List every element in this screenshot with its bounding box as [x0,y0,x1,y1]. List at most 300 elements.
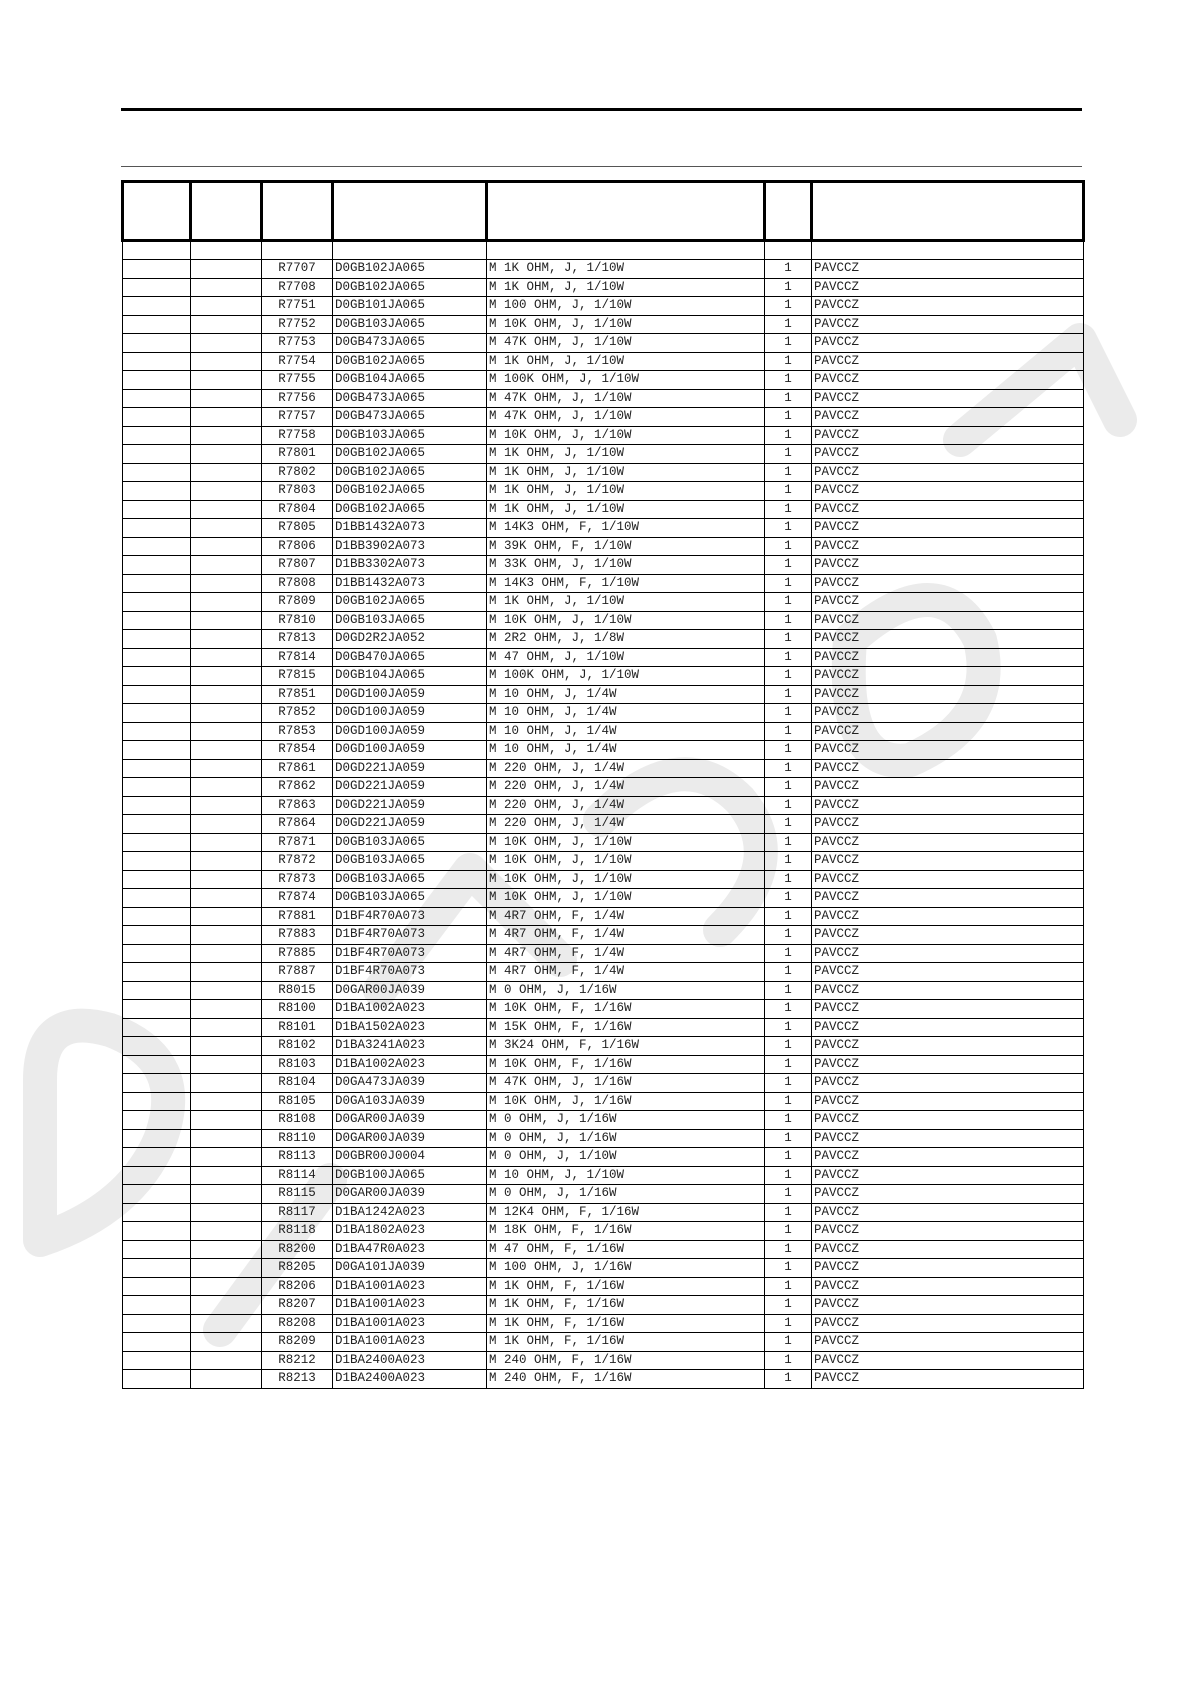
remarks-cell: PAVCCZ [812,334,1084,353]
part-no-cell: D1BA1002A023 [333,1000,487,1019]
ref-no-cell: R7887 [262,963,333,982]
description-cell: M 12K4 OHM, F, 1/16W [487,1203,765,1222]
table-row [123,889,1084,908]
ref-no-cell: R8212 [262,1351,333,1370]
empty-cell [191,482,262,501]
empty-cell [123,500,191,519]
quantity-cell: 1 [765,704,812,723]
empty-cell [191,1018,262,1037]
parts-table-body [123,182,1084,1389]
table-row [123,389,1084,408]
remarks-cell: PAVCCZ [812,1370,1084,1389]
empty-cell [191,1296,262,1315]
remarks-cell: PAVCCZ [812,926,1084,945]
empty-cell [191,278,262,297]
description-cell: M 14K3 OHM, F, 1/10W [487,574,765,593]
part-no-cell: D0GB473JA065 [333,408,487,427]
part-no-cell: D0GAR00JA039 [333,1129,487,1148]
empty-cell [191,722,262,741]
remarks-cell: PAVCCZ [812,1296,1084,1315]
table-row [123,1092,1084,1111]
empty-cell [123,630,191,649]
empty-cell [191,833,262,852]
ref-no-cell: R8108 [262,1111,333,1130]
table-row [123,408,1084,427]
table-row [123,907,1084,926]
empty-cell [123,1333,191,1352]
remarks-cell: PAVCCZ [812,1333,1084,1352]
ref-no-cell: R7802 [262,463,333,482]
quantity-cell: 1 [765,334,812,353]
empty-cell [123,889,191,908]
remarks-cell: PAVCCZ [812,1111,1084,1130]
part-no-cell: D0GB104JA065 [333,667,487,686]
quantity-cell: 1 [765,593,812,612]
empty-cell [123,704,191,723]
remarks-cell: PAVCCZ [812,833,1084,852]
ref-no-cell: R7863 [262,796,333,815]
empty-cell [191,1148,262,1167]
empty-cell [123,963,191,982]
empty-cell [191,352,262,371]
ref-no-cell: R8118 [262,1222,333,1241]
ref-no-cell: R8213 [262,1370,333,1389]
description-cell: M 1K OHM, J, 1/10W [487,278,765,297]
empty-cell [191,500,262,519]
table-row [123,833,1084,852]
empty-cell [191,907,262,926]
description-cell: M 100 OHM, J, 1/16W [487,1259,765,1278]
remarks-cell: PAVCCZ [812,944,1084,963]
remarks-cell: PAVCCZ [812,500,1084,519]
table-row [123,1111,1084,1130]
table-row [123,445,1084,464]
part-no-cell: D0GB103JA065 [333,852,487,871]
part-no-cell: D1BB1432A073 [333,574,487,593]
quantity-cell: 1 [765,667,812,686]
table-row [123,963,1084,982]
empty-cell [191,1351,262,1370]
empty-cell [123,334,191,353]
ref-no-cell: R7862 [262,778,333,797]
quantity-cell: 1 [765,852,812,871]
quantity-cell: 1 [765,352,812,371]
table-row [123,500,1084,519]
table-row [123,1277,1084,1296]
empty-cell [123,445,191,464]
ref-no-cell: R7809 [262,593,333,612]
part-no-cell: D0GB102JA065 [333,445,487,464]
top-rule [121,108,1082,111]
table-row [123,574,1084,593]
part-no-cell: D1BF4R70A073 [333,944,487,963]
empty-cell [191,389,262,408]
ref-no-cell: R7885 [262,944,333,963]
table-row [123,1351,1084,1370]
part-no-cell: D1BF4R70A073 [333,926,487,945]
empty-cell [191,704,262,723]
quantity-cell: 1 [765,1370,812,1389]
empty-cell [191,463,262,482]
ref-no-cell: R8117 [262,1203,333,1222]
empty-cell [191,556,262,575]
remarks-cell: PAVCCZ [812,630,1084,649]
remarks-cell: PAVCCZ [812,1055,1084,1074]
table-row [123,741,1084,760]
remarks-cell: PAVCCZ [812,297,1084,316]
part-no-cell: D0GB102JA065 [333,260,487,279]
table-row [123,704,1084,723]
quantity-cell: 1 [765,500,812,519]
header-cell-3 [262,182,333,241]
quantity-cell: 1 [765,630,812,649]
empty-cell [191,1203,262,1222]
part-no-cell: D1BA1242A023 [333,1203,487,1222]
empty-cell [123,1240,191,1259]
empty-cell [123,852,191,871]
empty-cell [191,593,262,612]
part-no-cell: D0GB103JA065 [333,889,487,908]
ref-no-cell: R8104 [262,1074,333,1093]
part-no-cell: D1BB3902A073 [333,537,487,556]
remarks-cell: PAVCCZ [812,1129,1084,1148]
ref-no-cell: R7814 [262,648,333,667]
table-row [123,1240,1084,1259]
remarks-cell: PAVCCZ [812,981,1084,1000]
part-no-cell: D0GB473JA065 [333,389,487,408]
ref-no-cell: R8110 [262,1129,333,1148]
remarks-cell: PAVCCZ [812,685,1084,704]
description-cell: M 10 OHM, J, 1/10W [487,1166,765,1185]
empty-cell [191,1037,262,1056]
empty-cell [123,870,191,889]
empty-cell [123,944,191,963]
table-row [123,1185,1084,1204]
quantity-cell: 1 [765,815,812,834]
empty-cell [191,260,262,279]
quantity-cell: 1 [765,648,812,667]
remarks-cell: PAVCCZ [812,759,1084,778]
table-row [123,815,1084,834]
part-no-cell: D1BA1002A023 [333,1055,487,1074]
empty-cell [123,907,191,926]
quantity-cell: 1 [765,778,812,797]
ref-no-cell: R7874 [262,889,333,908]
ref-no-cell: R7864 [262,815,333,834]
ref-no-cell: R7757 [262,408,333,427]
empty-cell [191,519,262,538]
table-row [123,926,1084,945]
quantity-cell: 1 [765,889,812,908]
table-row [123,260,1084,279]
description-cell: M 100K OHM, J, 1/10W [487,667,765,686]
description-cell: M 220 OHM, J, 1/4W [487,815,765,834]
remarks-cell: PAVCCZ [812,1222,1084,1241]
remarks-cell: PAVCCZ [812,741,1084,760]
part-no-cell: D0GD100JA059 [333,685,487,704]
ref-no-cell: R7805 [262,519,333,538]
empty-cell [123,926,191,945]
quantity-cell: 1 [765,463,812,482]
quantity-cell: 1 [765,445,812,464]
part-no-cell: D1BA1502A023 [333,1018,487,1037]
table-row [123,334,1084,353]
part-no-cell: D0GB103JA065 [333,833,487,852]
table-row [123,1129,1084,1148]
table-row [123,796,1084,815]
empty-cell [123,1222,191,1241]
empty-cell [123,352,191,371]
quantity-cell: 1 [765,426,812,445]
empty-cell [191,537,262,556]
remarks-cell: PAVCCZ [812,556,1084,575]
table-row [123,944,1084,963]
description-cell: M 4R7 OHM, F, 1/4W [487,944,765,963]
quantity-cell: 1 [765,685,812,704]
empty-cell [123,1092,191,1111]
empty-cell [191,963,262,982]
quantity-cell: 1 [765,1055,812,1074]
quantity-cell: 1 [765,1129,812,1148]
description-cell: M 100K OHM, J, 1/10W [487,371,765,390]
remarks-cell: PAVCCZ [812,445,1084,464]
ref-no-cell: R7813 [262,630,333,649]
table-row [123,482,1084,501]
empty-cell [123,556,191,575]
empty-cell [123,1111,191,1130]
description-cell: M 10K OHM, J, 1/10W [487,833,765,852]
description-cell: M 0 OHM, J, 1/10W [487,1148,765,1167]
empty-cell [123,463,191,482]
empty-cell [191,759,262,778]
part-no-cell: D1BA2400A023 [333,1351,487,1370]
empty-cell [191,1314,262,1333]
remarks-cell: PAVCCZ [812,648,1084,667]
part-no-cell: D0GB102JA065 [333,278,487,297]
table-row [123,556,1084,575]
part-no-cell: D0GB102JA065 [333,352,487,371]
part-no-cell: D0GB470JA065 [333,648,487,667]
description-cell: M 1K OHM, J, 1/10W [487,445,765,464]
empty-cell [123,833,191,852]
description-cell: M 47 OHM, J, 1/10W [487,648,765,667]
ref-no-cell: R7808 [262,574,333,593]
empty-cell [191,574,262,593]
part-no-cell: D0GB473JA065 [333,334,487,353]
description-cell: M 1K OHM, J, 1/10W [487,593,765,612]
remarks-cell: PAVCCZ [812,260,1084,279]
table-row [123,1333,1084,1352]
empty-cell [191,1000,262,1019]
ref-no-cell: R7815 [262,667,333,686]
part-no-cell: D0GD221JA059 [333,796,487,815]
description-cell: M 0 OHM, J, 1/16W [487,1185,765,1204]
ref-no-cell: R7881 [262,907,333,926]
empty-cell [191,1055,262,1074]
header-cell-5 [487,182,765,241]
ref-no-cell: R8102 [262,1037,333,1056]
remarks-cell: PAVCCZ [812,1185,1084,1204]
part-no-cell: D0GB102JA065 [333,463,487,482]
table-row [123,1055,1084,1074]
table-row [123,1203,1084,1222]
empty-cell [123,1055,191,1074]
description-cell: M 1K OHM, J, 1/10W [487,500,765,519]
remarks-cell: PAVCCZ [812,722,1084,741]
ref-no-cell: R8103 [262,1055,333,1074]
part-no-cell: D0GB102JA065 [333,482,487,501]
table-row [123,722,1084,741]
quantity-cell: 1 [765,260,812,279]
ref-no-cell: R7853 [262,722,333,741]
empty-cell [191,630,262,649]
quantity-cell: 1 [765,408,812,427]
part-no-cell: D0GB103JA065 [333,315,487,334]
table-row [123,667,1084,686]
header-cell-4 [333,182,487,241]
ref-no-cell: R7801 [262,445,333,464]
empty-cell [123,1018,191,1037]
description-cell: M 47K OHM, J, 1/16W [487,1074,765,1093]
quantity-cell: 1 [765,1240,812,1259]
remarks-cell: PAVCCZ [812,852,1084,871]
empty-cell [191,981,262,1000]
empty-cell [123,1074,191,1093]
part-no-cell: D1BA1802A023 [333,1222,487,1241]
description-cell: M 10 OHM, J, 1/4W [487,741,765,760]
ref-no-cell: R7754 [262,352,333,371]
part-no-cell: D0GD221JA059 [333,778,487,797]
part-no-cell: D0GB103JA065 [333,426,487,445]
quantity-cell: 1 [765,963,812,982]
description-cell: M 10K OHM, J, 1/10W [487,889,765,908]
empty-cell [191,1111,262,1130]
empty-cell [123,371,191,390]
empty-cell [123,722,191,741]
ref-no-cell: R7708 [262,278,333,297]
ref-no-cell: R8105 [262,1092,333,1111]
empty-cell [123,1351,191,1370]
empty-cell [191,1370,262,1389]
part-no-cell: D0GD100JA059 [333,722,487,741]
quantity-cell: 1 [765,537,812,556]
table-row [123,1370,1084,1389]
part-no-cell: D0GAR00JA039 [333,1185,487,1204]
empty-cell [191,796,262,815]
description-cell: M 10K OHM, J, 1/10W [487,870,765,889]
empty-cell [123,1148,191,1167]
description-cell: M 10K OHM, F, 1/16W [487,1055,765,1074]
description-cell: M 1K OHM, J, 1/10W [487,352,765,371]
part-no-cell: D1BA1001A023 [333,1277,487,1296]
remarks-cell: PAVCCZ [812,611,1084,630]
part-no-cell: D1BA3241A023 [333,1037,487,1056]
remarks-cell: PAVCCZ [812,815,1084,834]
remarks-cell: PAVCCZ [812,889,1084,908]
table-row [123,352,1084,371]
description-cell: M 2R2 OHM, J, 1/8W [487,630,765,649]
empty-cell [191,611,262,630]
empty-cell [191,944,262,963]
part-no-cell: D0GA101JA039 [333,1259,487,1278]
quantity-cell: 1 [765,315,812,334]
part-no-cell: D0GB101JA065 [333,297,487,316]
quantity-cell: 1 [765,907,812,926]
description-cell: M 1K OHM, F, 1/16W [487,1314,765,1333]
empty-cell [123,759,191,778]
quantity-cell: 1 [765,1037,812,1056]
table-row [123,1222,1084,1241]
description-cell: M 47K OHM, J, 1/10W [487,408,765,427]
empty-cell [191,426,262,445]
empty-cell [191,1129,262,1148]
description-cell: M 100 OHM, J, 1/10W [487,297,765,316]
part-no-cell: D1BA1001A023 [333,1333,487,1352]
description-cell: M 3K24 OHM, F, 1/16W [487,1037,765,1056]
table-row [123,1018,1084,1037]
ref-no-cell: R7883 [262,926,333,945]
description-cell: M 47K OHM, J, 1/10W [487,334,765,353]
empty-cell [123,315,191,334]
remarks-cell: PAVCCZ [812,593,1084,612]
table-row [123,371,1084,390]
description-cell: M 10K OHM, J, 1/16W [487,1092,765,1111]
description-cell: M 220 OHM, J, 1/4W [487,759,765,778]
part-no-cell: D0GAR00JA039 [333,981,487,1000]
remarks-cell: PAVCCZ [812,667,1084,686]
empty-cell [191,1277,262,1296]
empty-cell [191,815,262,834]
empty-cell [191,1074,262,1093]
description-cell: M 10 OHM, J, 1/4W [487,722,765,741]
quantity-cell: 1 [765,1203,812,1222]
part-no-cell: D0GA473JA039 [333,1074,487,1093]
empty-cell [123,667,191,686]
ref-no-cell: R8015 [262,981,333,1000]
description-cell: M 1K OHM, J, 1/10W [487,260,765,279]
part-no-cell: D1BA1001A023 [333,1296,487,1315]
description-cell: M 47K OHM, J, 1/10W [487,389,765,408]
quantity-cell: 1 [765,389,812,408]
description-cell: M 0 OHM, J, 1/16W [487,1129,765,1148]
remarks-cell: PAVCCZ [812,1166,1084,1185]
remarks-cell: PAVCCZ [812,352,1084,371]
table-row [123,981,1084,1000]
quantity-cell: 1 [765,556,812,575]
table-row [123,870,1084,889]
header-cell-7 [812,182,1084,241]
quantity-cell: 1 [765,1277,812,1296]
quantity-cell: 1 [765,833,812,852]
quantity-cell: 1 [765,926,812,945]
ref-no-cell: R8209 [262,1333,333,1352]
ref-no-cell: R7758 [262,426,333,445]
remarks-cell: PAVCCZ [812,278,1084,297]
description-cell: M 240 OHM, F, 1/16W [487,1351,765,1370]
empty-cell [123,297,191,316]
table-row [123,1259,1084,1278]
remarks-cell: PAVCCZ [812,389,1084,408]
description-cell: M 1K OHM, J, 1/10W [487,463,765,482]
empty-cell [191,648,262,667]
description-cell: M 33K OHM, J, 1/10W [487,556,765,575]
empty-cell [123,1259,191,1278]
empty-cell [123,685,191,704]
empty-cell [123,981,191,1000]
empty-cell [191,1259,262,1278]
table-row [123,1166,1084,1185]
description-cell: M 39K OHM, F, 1/10W [487,537,765,556]
